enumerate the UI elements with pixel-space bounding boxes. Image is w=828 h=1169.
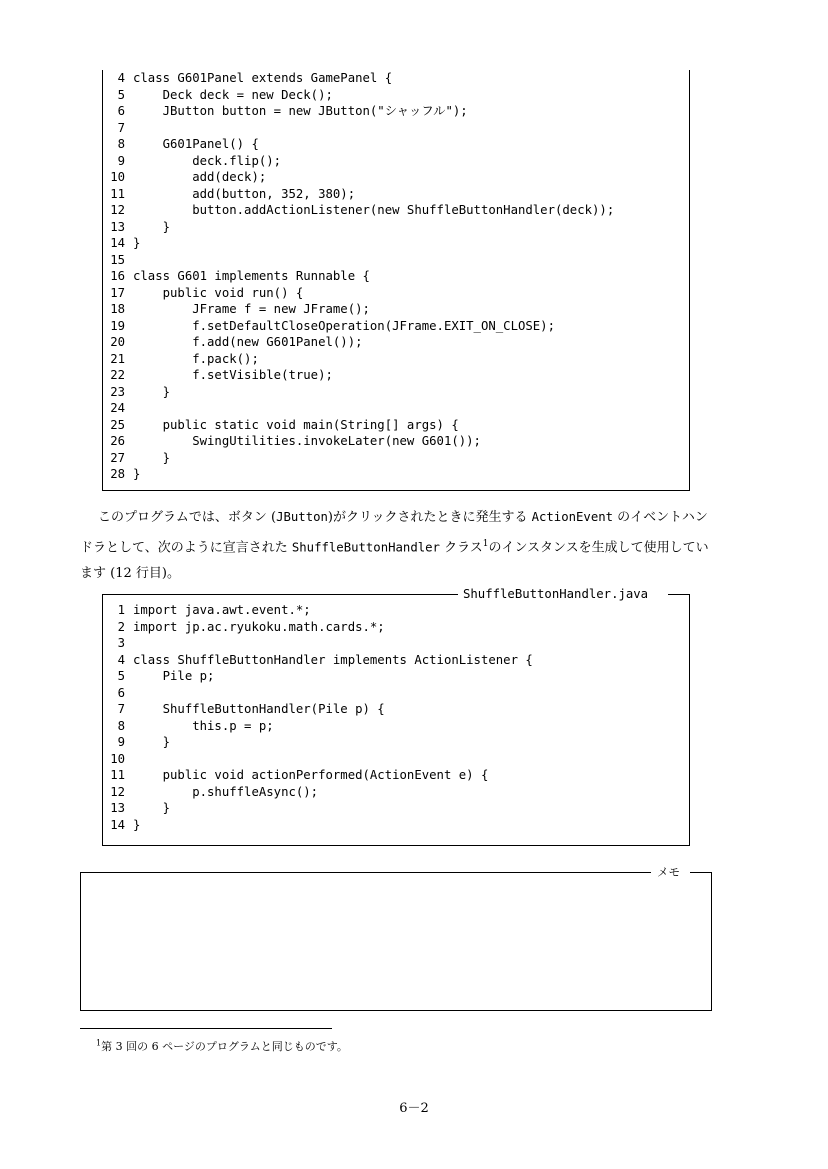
line-code: class G601Panel extends GamePanel {: [133, 71, 393, 85]
memo-top-rule-right: [690, 872, 712, 873]
line-code: public void run() {: [133, 285, 304, 300]
code-listing-title: ShuffleButtonHandler.java: [459, 587, 652, 601]
code-listing-shufflebuttonhandler: [102, 594, 690, 846]
line-number: 2: [117, 619, 125, 634]
line-code: class G601 implements Runnable {: [133, 269, 370, 283]
line-number: 28: [110, 467, 125, 481]
line-number: 9: [117, 735, 125, 749]
memo-box: [80, 872, 712, 1011]
footnote-reference: 1: [482, 539, 489, 549]
code-actionevent: ActionEvent: [531, 510, 614, 524]
line-code: p.shuffleAsync();: [133, 784, 319, 799]
line-number: 15: [110, 252, 125, 267]
line-number: 10: [110, 751, 125, 766]
line-number: 13: [110, 219, 125, 234]
line-number: 26: [110, 434, 125, 448]
line-number: 5: [117, 87, 125, 102]
line-code: ShuffleButtonHandler(Pile p) {: [133, 702, 385, 716]
line-number: 7: [117, 702, 125, 716]
line-code: public static void main(String[] args) {: [133, 417, 459, 432]
line-number: 3: [117, 636, 125, 650]
line-code: }: [133, 384, 171, 399]
line-number: 5: [117, 669, 125, 683]
line-number: 14: [110, 817, 125, 832]
code-jbutton: JButton: [276, 510, 328, 524]
line-code: }: [133, 236, 141, 250]
line-code: add(button, 352, 380);: [133, 186, 356, 201]
line-code: f.add(new G601Panel());: [133, 335, 363, 349]
line-number: 11: [110, 768, 125, 782]
memo-title: メモ: [652, 865, 685, 879]
line-number: 8: [117, 718, 125, 733]
para-text-1: このプログラムでは、ボタン (: [98, 510, 277, 525]
frame-top-rule-left: [102, 594, 458, 595]
line-code: f.setDefaultCloseOperation(JFrame.EXIT_ON_CLOSE);: [133, 318, 555, 333]
footnote-mark: 1: [96, 1038, 102, 1048]
code-listing-bottom-rule: [102, 490, 690, 491]
line-number: 11: [110, 186, 125, 201]
line-number: 23: [110, 384, 125, 399]
line-number: 16: [110, 269, 125, 283]
line-code: import java.awt.event.*;: [133, 603, 311, 617]
line-code: }: [133, 219, 171, 234]
line-number: 8: [117, 137, 125, 151]
footnote-text: 第 3 回の 6 ページのプログラムと同じものです。: [101, 1040, 348, 1053]
memo-top-rule-left: [80, 872, 651, 873]
line-number: 24: [110, 401, 125, 415]
line-code: f.pack();: [133, 351, 259, 366]
line-code: deck.flip();: [133, 153, 282, 168]
line-code: f.setVisible(true);: [133, 368, 333, 382]
para-text-4: クラス: [439, 540, 483, 556]
line-code: this.p = p;: [133, 718, 274, 733]
line-number: 27: [110, 450, 125, 465]
line-code: }: [133, 801, 171, 815]
line-code: }: [133, 817, 141, 832]
line-number: 7: [117, 120, 125, 135]
line-code: button.addActionListener(new ShuffleButtonHandler(deck));: [133, 203, 615, 217]
line-number: 6: [117, 685, 125, 700]
line-number: 4: [117, 652, 125, 667]
line-number: 1: [117, 603, 125, 617]
line-number: 6: [117, 104, 125, 118]
line-code: JFrame f = new JFrame();: [133, 302, 370, 316]
frame-top-rule-right: [668, 594, 690, 595]
line-number: 14: [110, 236, 125, 250]
line-code: class ShuffleButtonHandler implements ActionListener {: [133, 652, 533, 667]
line-number: 18: [110, 302, 125, 316]
line-code: }: [133, 467, 141, 481]
line-code: Deck deck = new Deck();: [133, 87, 333, 102]
line-number: 25: [110, 417, 125, 432]
line-code: }: [133, 450, 171, 465]
line-code: public void actionPerformed(ActionEvent e) {: [133, 768, 489, 782]
line-number: 9: [117, 153, 125, 168]
footnote: [96, 1038, 348, 1054]
line-code: }: [133, 735, 171, 749]
page-number: 6－2: [399, 1101, 429, 1116]
line-code: import jp.ac.ryukoku.math.cards.*;: [133, 619, 385, 634]
para-text-5: のインスタンスを生成して使用しています (12 行目)。: [80, 540, 709, 582]
para-text-2: )がクリックされたときに発生する: [327, 510, 532, 525]
code-shufflebuttonhandler: ShuffleButtonHandler: [291, 540, 440, 555]
line-number: 17: [110, 285, 125, 300]
line-code: SwingUtilities.invokeLater(new G601());: [133, 434, 481, 448]
line-code: add(deck);: [133, 170, 267, 184]
line-number: 22: [110, 368, 125, 382]
line-number: 10: [110, 170, 125, 184]
explanation-paragraph: [80, 504, 716, 587]
line-number: 21: [110, 351, 125, 366]
line-number: 13: [110, 801, 125, 815]
line-number: 19: [110, 318, 125, 333]
line-code: Pile p;: [133, 669, 215, 683]
line-number: 20: [110, 335, 125, 349]
line-number: 4: [117, 71, 125, 85]
line-number: 12: [110, 203, 125, 217]
para-text-3: のイベントハンドラとして、次のように宣言された: [80, 510, 708, 556]
line-code: G601Panel() {: [133, 137, 259, 151]
line-number: 12: [110, 784, 125, 799]
code-listing-continued: [102, 70, 690, 491]
line-code: JButton button = new JButton("シャッフル");: [133, 104, 468, 118]
footnote-rule: [80, 1028, 332, 1029]
